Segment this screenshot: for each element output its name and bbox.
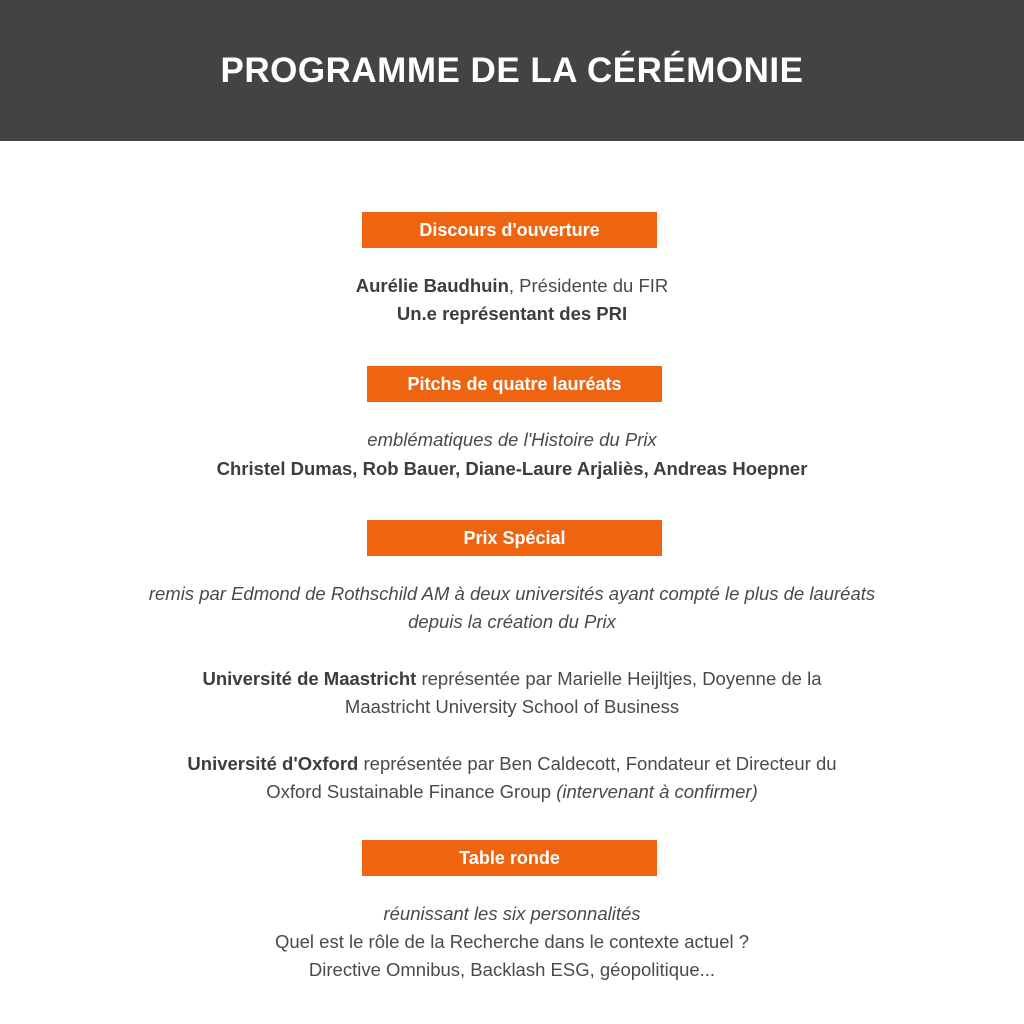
section-badge-pitches [367, 366, 662, 402]
representative-text: représentée par Marielle Heijltjes, Doyenne de la [416, 668, 822, 689]
round-table-topics: Directive Omnibus, Backlash ESG, géopolitique... [308, 959, 716, 980]
section-label: Table ronde [459, 847, 560, 868]
representative-text: représentée par Ben Caldecott, Fondateur et Directeur du [358, 753, 837, 774]
special-prize-description-1: remis par Edmond de Rothschild AM à deux universités ayant compté le plus de lauréats [148, 583, 876, 604]
section-label: Pitchs de quatre lauréats [407, 373, 622, 394]
section-badge-round-table [362, 840, 657, 876]
university-name: Université d'Oxford [187, 753, 359, 774]
speaker-role: , Présidente du FIR [508, 275, 669, 296]
section-label: Prix Spécial [463, 527, 566, 548]
section-badge-special-prize [367, 520, 662, 556]
maastricht-line-1 [0, 665, 1024, 693]
maastricht-line-2: Maastricht University School of Business [344, 696, 680, 717]
pitches-names: Christel Dumas, Rob Bauer, Diane-Laure Arjaliès, Andreas Hoepner [216, 458, 808, 479]
oxford-line-2 [0, 778, 1024, 806]
opening-speaker-1 [0, 272, 1024, 300]
university-name: Université de Maastricht [202, 668, 417, 689]
header-banner [0, 0, 1024, 141]
round-table-question: Quel est le rôle de la Recherche dans le contexte actuel ? [274, 931, 750, 952]
opening-speaker-2: Un.e représentant des PRI [396, 303, 628, 324]
page-title: PROGRAMME DE LA CÉRÉMONIE [220, 50, 804, 90]
oxford-line-1 [0, 750, 1024, 778]
pitches-subtitle: emblématiques de l'Histoire du Prix [367, 429, 657, 450]
section-badge-opening [362, 212, 657, 248]
round-table-subtitle: réunissant les six personnalités [383, 903, 641, 924]
section-label: Discours d'ouverture [419, 219, 600, 240]
special-prize-description-2: depuis la création du Prix [408, 611, 616, 632]
confirmation-note: (intervenant à confirmer) [556, 781, 758, 802]
speaker-name: Aurélie Baudhuin [355, 275, 509, 296]
group-name: Oxford Sustainable Finance Group [266, 781, 557, 802]
